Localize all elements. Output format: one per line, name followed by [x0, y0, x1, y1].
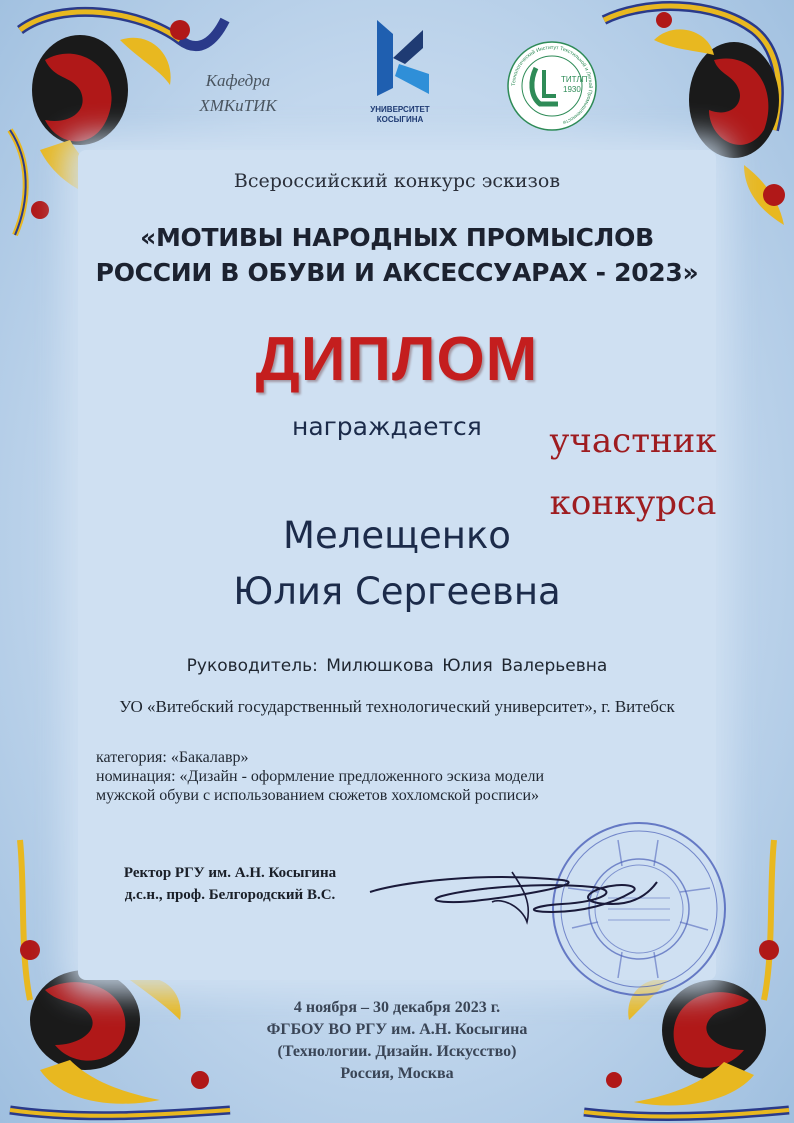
department-line1: Кафедра — [205, 71, 271, 90]
institute-logo-name: ТИТЛП — [561, 75, 588, 84]
category-line: категория: «Бакалавр» — [96, 749, 249, 766]
contest-subtitle: Всероссийский конкурс эскизов — [233, 170, 561, 192]
university-logo — [360, 18, 440, 125]
contest-title — [0, 220, 794, 290]
contest-title-line2: РОССИИ В ОБУВИ И АКСЕССУАРАХ - 2023» — [95, 258, 699, 287]
institute-logo-year: 1930 — [563, 85, 581, 94]
nomination-line1: номинация: «Дизайн - оформление предложенного эскиза модели — [96, 768, 545, 785]
recipient-given-names: Юлия Сергеевна — [233, 570, 561, 613]
footer-motto: (Технологии. Дизайн. Искусство) — [277, 1043, 517, 1060]
institute-logo — [506, 40, 598, 132]
footer-dates: 4 ноября – 30 декабря 2023 г. — [293, 999, 501, 1016]
contest-title-line1: «МОТИВЫ НАРОДНЫХ ПРОМЫСЛОВ — [140, 223, 654, 252]
department-line2: ХМКиТИК — [199, 96, 277, 115]
institute-logo-ring-text: Технологический Институт Текстильной и Легкой Промышленности — [510, 44, 594, 126]
diploma-heading: ДИПЛОМ — [255, 325, 539, 394]
rector-signature — [362, 852, 662, 942]
department-label — [178, 68, 298, 118]
award-status-line2: конкурса — [549, 483, 717, 523]
awarded-text: награждается — [292, 412, 482, 441]
organization-line: УО «Витебский государственный технологический университет», г. Витебск — [119, 697, 675, 716]
nomination-line2: мужской обуви с использованием сюжетов хохломской росписи» — [96, 787, 540, 804]
recipient-name — [0, 508, 794, 620]
rector-block — [90, 862, 370, 906]
rector-line2: д.с.н., проф. Белгородский В.С. — [124, 887, 336, 903]
details-block — [96, 748, 696, 805]
footer-location: Россия, Москва — [340, 1065, 454, 1082]
supervisor-line: Руководитель: Милюшкова Юлия Валерьевна — [186, 656, 608, 676]
university-k-icon — [369, 18, 431, 98]
university-logo-text: УНИВЕРСИТЕТ КОСЫГИНА — [370, 105, 430, 124]
footer-institution: ФГБОУ ВО РГУ им. А.Н. Косыгина — [266, 1021, 528, 1038]
footer-block — [0, 997, 794, 1085]
recipient-surname: Мелещенко — [283, 514, 511, 557]
award-status-line1: участник — [549, 421, 717, 461]
rector-line1: Ректор РГУ им. А.Н. Косыгина — [123, 865, 337, 881]
